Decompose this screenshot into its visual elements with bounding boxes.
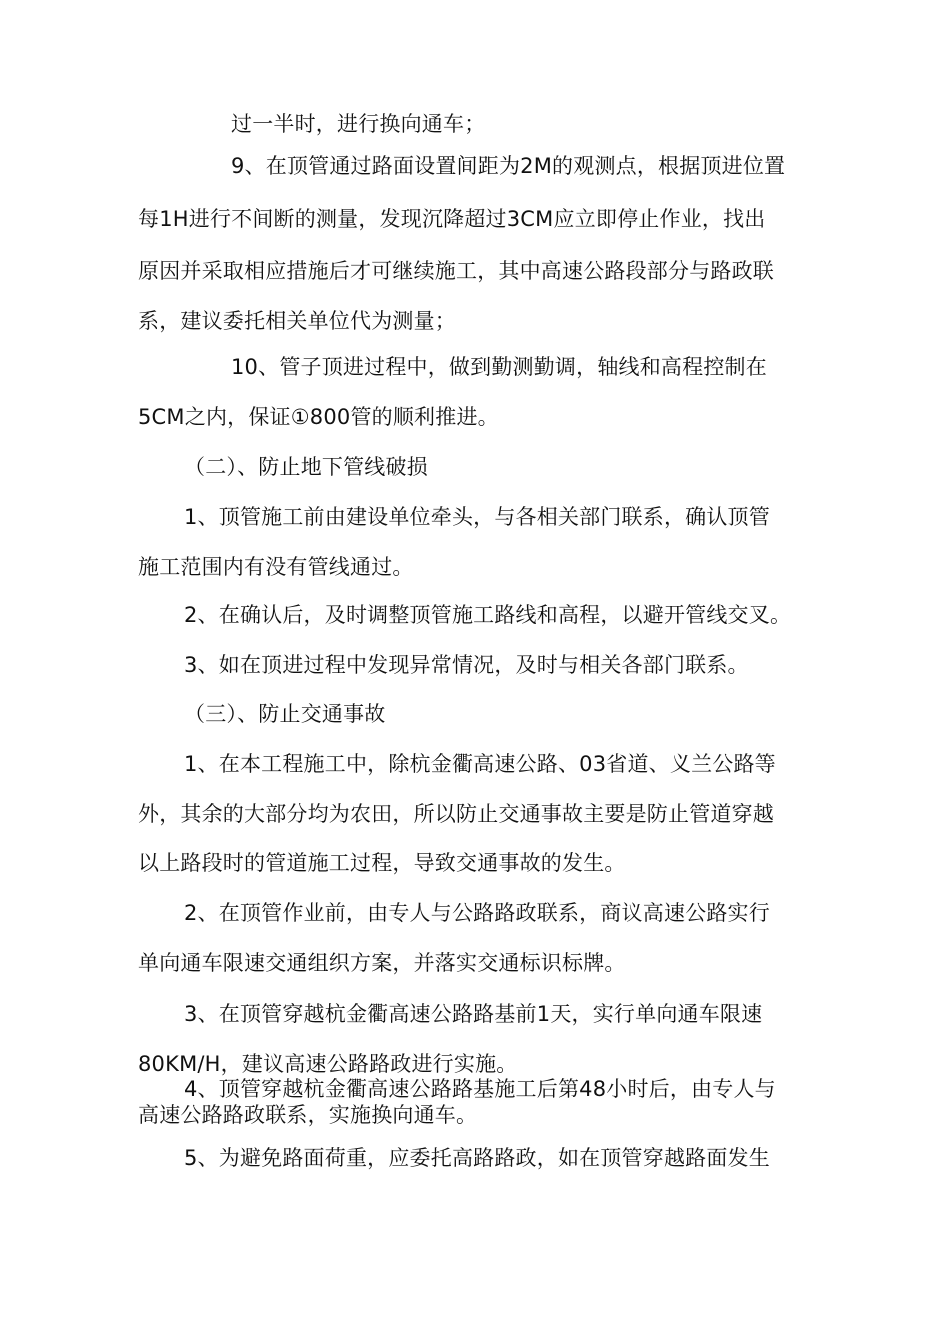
- section-heading-3: （三）、防止交通事故: [184, 702, 386, 726]
- text-line-4: 原因并采取相应措施后才可继续施工，其中高速公路段部分与路政联: [138, 259, 774, 283]
- text-line-11: 2、在确认后，及时调整顶管施工路线和高程，以避开管线交叉。: [184, 603, 792, 627]
- text-line-20: 80KM/H，建议高速公路路政进行实施。: [138, 1052, 518, 1076]
- text-line-7: 5CM之内，保证①800管的顺利推进。: [138, 405, 499, 429]
- text-line-6: 10、管子顶进过程中，做到勤测勤调，轴线和高程控制在: [231, 355, 767, 379]
- text-line-23: 5、为避免路面荷重，应委托高路路政，如在顶管穿越路面发生: [184, 1146, 770, 1170]
- text-line-17: 2、在顶管作业前，由专人与公路路政联系，商议高速公路实行: [184, 901, 770, 925]
- text-line-16: 以上路段时的管道施工过程，导致交通事故的发生。: [138, 851, 626, 875]
- text-line-12: 3、如在顶进过程中发现异常情况，及时与相关各部门联系。: [184, 653, 749, 677]
- text-line-5: 系，建议委托相关单位代为测量；: [138, 309, 456, 333]
- section-heading-2: （二）、防止地下管线破损: [184, 455, 428, 479]
- text-line-14: 1、在本工程施工中，除杭金衢高速公路、03省道、义兰公路等: [184, 752, 776, 776]
- text-line-2: 9、在顶管通过路面设置间距为2M的观测点，根据顶进位置: [231, 154, 786, 178]
- text-line-3: 每1H进行不间断的测量，发现沉降超过3CM应立即停止作业，找出: [138, 207, 766, 231]
- text-line-10: 施工范围内有没有管线通过。: [138, 555, 414, 579]
- text-line-21: 4、顶管穿越杭金衢高速公路路基施工后第48小时后，由专人与: [184, 1077, 776, 1101]
- text-line-19: 3、在顶管穿越杭金衢高速公路路基前1天，实行单向通车限速: [184, 1002, 763, 1026]
- text-line-22: 高速公路路政联系，实施换向通车。: [138, 1103, 478, 1127]
- text-line-9: 1、顶管施工前由建设单位牵头，与各相关部门联系，确认顶管: [184, 505, 770, 529]
- text-line-18: 单向通车限速交通组织方案，并落实交通标识标牌。: [138, 951, 626, 975]
- text-line-15: 外，其余的大部分均为农田，所以防止交通事故主要是防止管道穿越: [138, 802, 774, 826]
- text-line-1: 过一半时，进行换向通车；: [231, 112, 486, 136]
